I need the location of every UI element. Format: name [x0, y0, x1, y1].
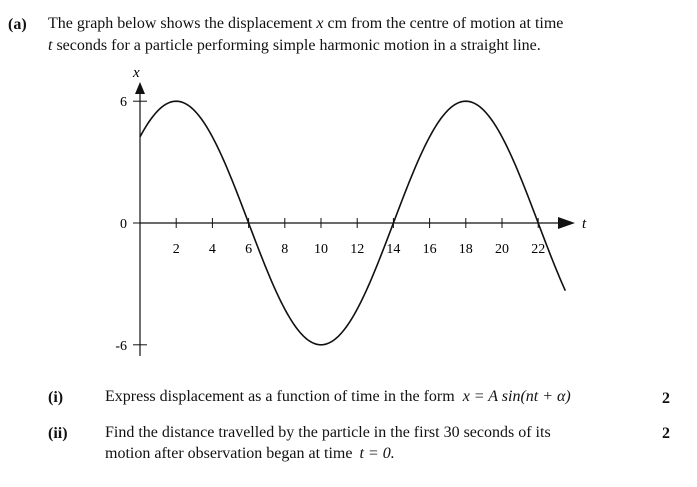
part-ii-line-2 — [105, 445, 395, 463]
part-ii-line-1: Find the distance travelled by the particle in the first 30 seconds of its — [105, 424, 551, 441]
part-a-label: (a) — [8, 16, 27, 33]
x-tick-label: 14 — [386, 242, 401, 257]
y-axis-arrow-icon — [135, 82, 145, 94]
x-tick-label: 12 — [350, 242, 365, 257]
stem-var-x: x — [316, 15, 324, 32]
y-tick-label: 6 — [120, 95, 127, 111]
part-ii-label: (ii) — [48, 425, 68, 442]
x-axis-arrow-icon — [558, 217, 575, 229]
part-ii-marks: 2 — [662, 425, 670, 442]
part-ii-formula: t = 0. — [359, 445, 395, 462]
x-tick-label: 22 — [531, 242, 546, 257]
x-tick-label: 4 — [208, 242, 216, 257]
stem-text-1b: cm from the centre of motion at time — [323, 15, 564, 32]
stem-text-2b: seconds for a particle performing simple harmonic motion in a straight line. — [52, 37, 541, 54]
stem-text-1a: The graph below shows the displacement — [48, 15, 317, 32]
x-tick-label: 6 — [245, 242, 253, 257]
part-i-label: (i) — [48, 389, 64, 406]
part-i-prompt: Express displacement as a function of time in the form — [105, 388, 455, 405]
x-tick-label: 2 — [172, 242, 180, 257]
x-axis-label: t — [582, 216, 587, 232]
part-i-text — [105, 388, 571, 406]
y-tick-label: 0 — [120, 217, 127, 232]
x-tick-label: 10 — [314, 242, 328, 257]
part-ii-prompt-2: motion after observation began at time — [105, 445, 353, 462]
stem-var-t: t — [48, 37, 53, 54]
x-tick-label: 20 — [495, 242, 509, 257]
y-tick-label: -6 — [115, 338, 127, 354]
y-axis-label: x — [133, 65, 140, 81]
x-tick-label: 8 — [281, 242, 289, 257]
part-i-marks: 2 — [662, 390, 670, 407]
x-tick-label: 16 — [422, 242, 437, 257]
x-tick-label: 18 — [458, 242, 473, 257]
part-i-formula: x = A sin(nt + α) — [462, 388, 571, 405]
